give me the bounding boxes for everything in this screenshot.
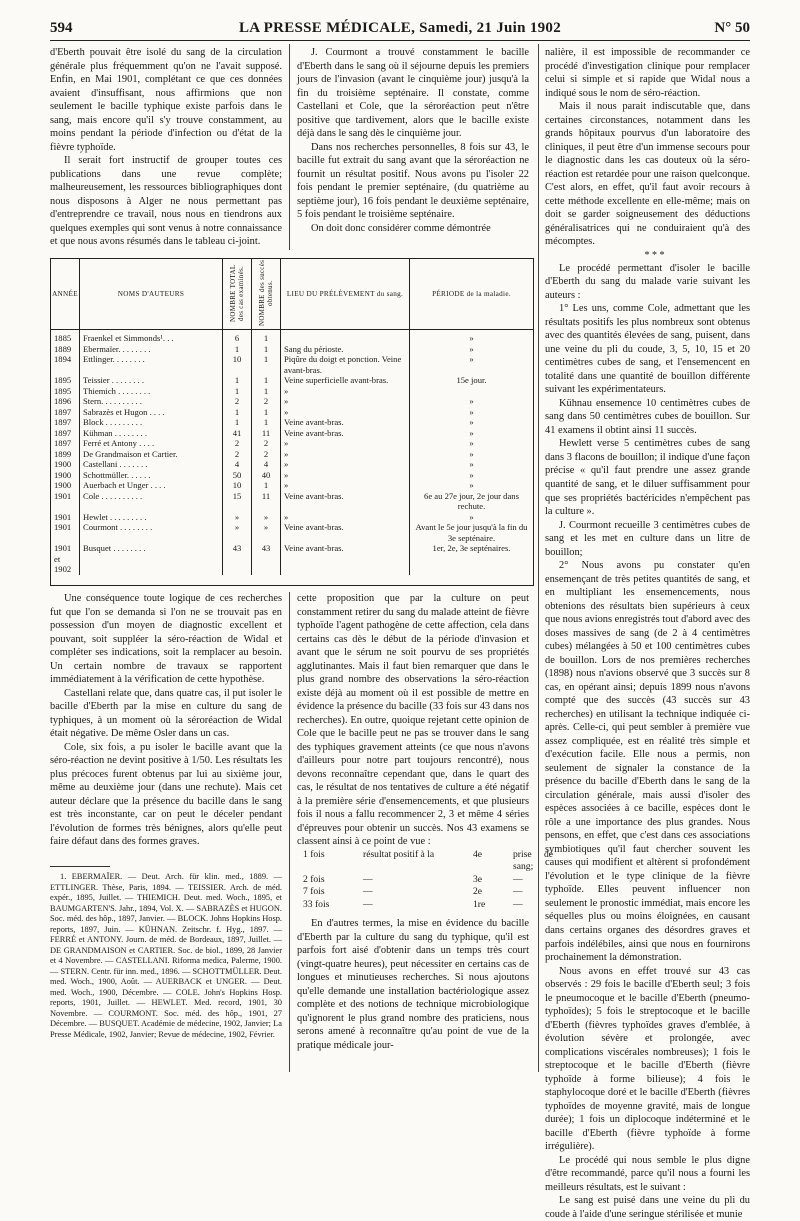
cell-year: 1901 <box>51 522 80 543</box>
paragraph: nalière, il est impossible de recommander ce procédé d'investigation clinique pour remplacer celui si simple et si rapide que Widal nous a indiqué sous le nom de séro-réaction. <box>545 47 750 99</box>
cell-site <box>281 330 410 344</box>
results-list <box>303 848 553 911</box>
table-row <box>51 396 533 407</box>
cell-period: 1er, 2e, 3e septénaires. <box>432 543 511 553</box>
table-row <box>51 354 533 375</box>
section-break: * * * <box>644 249 665 261</box>
cell-year: 1897 <box>51 438 80 449</box>
column-1-top <box>50 46 282 249</box>
cell-period: » <box>469 354 474 364</box>
page-number: 594 <box>50 20 73 36</box>
cell-success: 1 <box>252 480 281 491</box>
cell-author: Cole . . . . . . . . . . <box>80 491 223 512</box>
cell-period: » <box>469 438 474 448</box>
cell-site: Veine avant-bras. <box>281 428 410 439</box>
cell-success: 2 <box>252 396 281 407</box>
cell-author: Thiemich . . . . . . . . <box>80 386 223 397</box>
cell-year: 1900 <box>51 480 80 491</box>
cell-success: 1 <box>252 386 281 397</box>
cell-year: 1901 <box>51 512 80 523</box>
paragraph: Il serait fort instructif de grouper toutes ces publications dans une revue complète; malheureusement, les ressources bibliographiques dont nous disposons à Alger ne nous permettant pas d'entreprendre ce travail, nous nous en tiendrons aux quelques exemples qui sont venus à notre connaissance et que nous avons résumés dans le tableau ci-joint. <box>50 155 282 248</box>
cell-period: » <box>469 427 474 438</box>
footnote-rule <box>50 866 110 867</box>
cell-total: 1 <box>223 407 252 418</box>
result-n: 2e <box>473 886 483 898</box>
result-label: — <box>363 873 373 885</box>
cell-author: Stern. . . . . . . . . . <box>80 396 223 407</box>
issue-number: N° 50 <box>714 20 750 36</box>
cell-total: 6 <box>223 330 252 344</box>
cell-site: Sang du périoste. <box>281 344 410 355</box>
cell-total: 4 <box>223 459 252 470</box>
cell-success: 1 <box>252 417 281 428</box>
paragraph: 1° Les uns, comme Cole, admettant que les résultats positifs les plus nombreux sont obtenus avec des quantités élevées de sang, puisent, dans une veine du pli du coude, 3, 5, 10, 15 et 20 centimètres cubes de sang, et l'ensemencent en totalité dans une quantité de bouillon différente suivant les expérimentateurs. <box>545 303 750 396</box>
result-tail: prise de sang; <box>513 848 553 873</box>
paragraph: Kühnau ensemence 10 centimètres cubes de sang dans 50 centimètres cubes de bouillon. Sur 41 examens il obtint ainsi 11 succès. <box>545 397 750 436</box>
paragraph: Le procédé permettant d'isoler le bacille d'Eberth du sang du malade varie suivant les auteurs : <box>545 262 750 301</box>
result-count: 1 fois <box>303 848 325 860</box>
cell-year: 1896 <box>51 396 80 407</box>
result-row <box>303 899 529 911</box>
cell-success: 43 <box>252 543 281 575</box>
paragraph: En d'autres termes, la mise en évidence du bacille d'Eberth par la culture du sang du typhique, qu'il est parfois fort aisé d'obtenir dans un temps très court (vingt-quatre heures), peut nécessiter en certains cas de longues et minutieuses recherches. Si nous ajoutons qu'elle demande une installation bactériologique assez complète et des notions de technique microbiologique qu'ignorent le plus grand nombre des praticiens, nous serons amené à reconnaître qu'au point de vue de la pratique médicale jour- <box>297 918 529 1051</box>
cell-success: 2 <box>252 449 281 460</box>
cell-site: Piqûre du doigt et ponction. Veine avant-bras. <box>281 354 410 375</box>
cell-author: Courmont . . . . . . . . <box>80 522 223 543</box>
journal-name: LA PRESSE MÉDICALE <box>238 20 412 36</box>
cell-period: » <box>469 511 474 522</box>
cell-year: 1889 <box>51 344 80 355</box>
journal-title <box>50 20 750 37</box>
cell-success: 11 <box>252 491 281 512</box>
result-tail: — <box>513 898 523 910</box>
cell-site: » <box>281 438 410 449</box>
paragraph: Dans nos recherches personnelles, 8 fois sur 43, le bacille fut extrait du sang avant que la séroréaction ne fournit un résultat positif. Nous avons pu l'isoler 22 fois pendant le premier septénaire, (du quatrième au septième jour), 16 fois pendant le deuxième septénaire, 5 fois pendant le troisième septénaire. <box>297 141 529 221</box>
paragraph: cette proposition que par la culture on peut constamment retirer du sang du malade atteint de fièvre typhoïde l'agent pathogène de cette affection, cela dans certains cas dès le début de la période d'invasion et avant que le sérum ne soit pourvu de ses propriétés agglutinantes. Mais il faut bien remarquer que dans le plus grand nombre des observations la séro-réaction existe déjà au moment où il est possible de mettre en évidence la présence du bacille (33 fois sur 43 dans nos recherches). En outre, quoique rejetant cette opinion de Cole que le bacille peut ne pas se trouver dans le sang des typhiques gravement atteints (ce que nous n'avons d'ailleurs pour notre part toujours rencontré), nous devons reconnaître cependant que, dans le quart des cas, le résultat de nos tentatives de culture a été négatif à la première série d'ensemencements, et que plusieurs fois il nous a fallu recommencer 2, 3 et même 4 séries d'épreuves pour obtenir un succès. Nos 43 examens se classent ainsi à ce point de vue : <box>297 593 529 848</box>
table-row <box>51 330 533 344</box>
column-2-top <box>297 46 529 235</box>
cell-period: » <box>469 448 474 459</box>
cell-total: 50 <box>223 470 252 481</box>
cell-site: » <box>281 386 410 397</box>
cell-year: 1897 <box>51 428 80 439</box>
table-row <box>51 428 533 439</box>
paragraph: J. Courmont a trouvé constamment le bacille d'Eberth dans le sang où il séjourne depuis les premiers jours de l'invasion (avant le cinquième jour) jusqu'à la fin du troisième septénaire. Il constate, comme Castellani et Cole, que la séroréaction peut n'être positive que tardivement, alors que le bacille existe déjà dans le sang dès le cinquième jour. <box>297 47 529 140</box>
table-row <box>51 470 533 481</box>
cell-success: 1 <box>252 344 281 355</box>
cell-year: 1900 <box>51 470 80 481</box>
table-row <box>51 522 533 543</box>
result-row <box>303 874 529 886</box>
paragraph: On doit donc considérer comme démontrée <box>311 222 491 234</box>
paragraph: d'Eberth pouvait être isolé du sang de la circulation générale plus fréquemment qu'on ne l'avait supposé. Enfin, en Mai 1901, complétant ce que ces données avaient d'insuffisant, nous affirmions que non seulement le bacille typhique existe parfois dans le sang, mais encore qu'il s'y trouve constamment, au moins pendant la période d'infection ou d'état de la fièvre typhoïde. <box>50 47 282 153</box>
cell-period: » <box>469 469 474 480</box>
column-divider <box>289 44 290 250</box>
table-row <box>51 375 533 386</box>
cell-success: » <box>252 522 281 543</box>
cell-year: 1901 et 1902 <box>51 543 80 575</box>
cell-author: Ferré et Antony . . . . <box>80 438 223 449</box>
header-success: NOMBRE des succès obtenus. <box>252 259 281 330</box>
footnotes <box>50 872 282 1040</box>
header-rule <box>50 40 750 41</box>
paragraph: 2° Nous avons pu constater qu'en ensemençant de très petites quantités de sang, et en multipliant les ensemencements, nous obtenions des résultats bien supérieurs à ceux que nous avions enregistrés tout d'abord avec des doses massives de sang (de 2 à 4 centimètres cubes) mélangées à 50 et 100 centimètres cubes de bouillon. Lors de nos premières recherches (1898) nous n'avions observé que 3 succès sur 8 cas, en opérant ainsi; depuis 1899 nous n'avons compté que des succès (43 succès sur 43 recherches) en utilisant la technique indiquée ci-après. Celle-ci, qui peut sembler à première vue assez compliquée, est en réalité très simple et d'exécution facile. Elle nous a permis, non seulement de signaler la constance de la présence du bacille d'Eberth dans le sang de la circulation générale, mais aussi d'isoler des espèces associées à ce bacille, espèces dont le rôle a une importance des plus grandes. Nous pensons, en effet, que c'est dans ces associations symbiotiques qu'il faut chercher souvent les causes qui modifient et altèrent si profondément l'évolution et le type clinique de la fièvre typhoïde. Elles peuvent influencer non seulement le pronostic immédiat, mais encore les séquelles plus ou moins éloignées, en causant dans certains organes des désordres graves et parfois indélébiles, ainsi que nous en fournirons prochainement la démonstration. <box>545 560 750 964</box>
cell-period: » <box>469 343 474 354</box>
result-count: 33 fois <box>303 898 330 910</box>
cell-author: De Grandmaison et Cartier. <box>80 449 223 460</box>
header-year: ANNÉE <box>51 259 80 330</box>
cell-site: Veine superficielle avant-bras. <box>281 375 410 386</box>
table-row <box>51 480 533 491</box>
cell-year: 1899 <box>51 449 80 460</box>
cell-total: » <box>223 512 252 523</box>
result-n: 4e <box>473 848 483 860</box>
column-3 <box>545 46 750 1221</box>
cell-period: » <box>469 333 474 343</box>
table-row <box>51 449 533 460</box>
cell-total: 2 <box>223 438 252 449</box>
cell-period: » <box>469 396 474 406</box>
table-row <box>51 417 533 428</box>
cell-author: Auerbach et Unger . . . . <box>80 480 223 491</box>
cell-period: Avant le 5e jour jusqu'à la fin du 3e septénaire. <box>415 522 528 543</box>
cell-total: 1 <box>223 344 252 355</box>
cell-author: Teissier . . . . . . . . <box>80 375 223 386</box>
cell-total: 43 <box>223 543 252 575</box>
result-n: 1re <box>473 898 486 910</box>
cell-period: » <box>469 459 474 469</box>
table-row <box>51 512 533 523</box>
table-row <box>51 543 533 575</box>
result-row <box>303 848 553 874</box>
result-label: — <box>363 898 373 910</box>
table-row <box>51 344 533 355</box>
cell-success: 11 <box>252 428 281 439</box>
result-tail: — <box>513 886 523 898</box>
cell-site: » <box>281 512 410 523</box>
paragraph: Hewlett verse 5 centimètres cubes de sang dans 3 flacons de bouillon; il indique d'une façon précise « qu'il faut prendre une assez grande quantité de sang, et le diluer suffisamment pour que ses propriétés bactéricides n'empêchent pas la culture ». <box>545 438 750 518</box>
table-body <box>51 330 533 575</box>
paragraph: Nous avons en effet trouvé sur 43 cas observés : 29 fois le bacille d'Eberth seul; 3 fois le pneumocoque et le bacille d'Eberth (pneumo-typhoïdes); 5 fois le streptocoque et le bacille d'Eberth (fièvres typhoïdes graves d'emblée, à évolution sévère et prolongée, avec complications viscérales nombreuses); 1 fois le streptocoque et le bacille d'Eberth (fièvre typhoïde à forme bilieuse); 4 fois le staphylocoque doré et le bacille d'Eberth (fièvres typhoïdes de moyenne gravité, mais de longue durée); 1 fois un diplocoque indéterminé et le bacille d'Eberth (fièvre typhoïde à forme irrégulière). <box>545 965 750 1153</box>
cell-period <box>410 386 534 397</box>
cell-total: 1 <box>223 386 252 397</box>
table-row <box>51 459 533 470</box>
header-total: NOMBRE TOTAL des cas examinés. <box>223 259 252 330</box>
cell-author: Block . . . . . . . . . <box>80 417 223 428</box>
cell-success: 1 <box>252 354 281 375</box>
cell-author: Ebermaïer. . . . . . . . <box>80 344 223 355</box>
cell-site: Veine avant-bras. <box>281 522 410 543</box>
cell-total: 10 <box>223 354 252 375</box>
paragraph: Le sang est puisé dans une veine du pli du coude à l'aide d'une seringue stérilisée et munie <box>545 1195 750 1220</box>
authors-table <box>50 258 534 586</box>
paragraph: Une conséquence toute logique de ces recherches fut que l'on se demanda si l'on ne se trouvait pas en possession d'un moyen de diagnostic excellent et pouvant, soit suppléer la séro-réaction de Widal et compléter ses indications, soit la remplacer au besoin. Un certain nombre de travaux se rapportent immédiatement à la vérification de cette hypothèse. <box>50 593 282 686</box>
cell-year: 1895 <box>51 375 80 386</box>
result-count: 7 fois <box>303 886 325 898</box>
paragraph: J. Courmont recueille 3 centimètres cubes de sang et les met en culture dans un litre de bouillon; <box>545 519 750 558</box>
result-n: 3e <box>473 873 483 885</box>
cell-year: 1885 <box>51 330 80 344</box>
cell-author: Busquet . . . . . . . . <box>80 543 223 575</box>
cell-period: » <box>469 480 474 490</box>
cell-success: 1 <box>252 407 281 418</box>
paragraph: Mais il nous parait indiscutable que, dans certaines circonstances, notamment dans les grands hôpitaux pourvus d'un laboratoire des cliniques, il peut être d'un immense secours pour le diagnostic dans les cas douteux où la séro-réaction est retardée pour une raison quelconque. C'est alors, en effet, qu'il faut avoir recours à cette méthode excellente en elle-même; mais on doit se garder soigneusement des déductions généralisatrices qui ne conduiraient qu'à des mécomptes. <box>545 101 750 248</box>
cell-site: » <box>281 407 410 418</box>
cell-year: 1900 <box>51 459 80 470</box>
cell-author: Kühman . . . . . . . . <box>80 428 223 439</box>
cell-total: » <box>223 522 252 543</box>
cell-success: 40 <box>252 470 281 481</box>
result-tail: — <box>513 873 523 885</box>
table-row <box>51 407 533 418</box>
paragraph: Cole, six fois, a pu isoler le bacille avant que la séro-réaction ne devint positive à 1/50. Les résultats les plus précoces furent obtenus par lui au sixième jour, même au deuxième jour (dans une rechute). Mais cet auteur déclare que la présence du bacille dans le sang est très inconstante, car on peut le déceler pendant l'évolution de formes très bénignes, alors qu'elle peut faire défaut dans des formes graves. <box>50 741 282 848</box>
paragraph: Castellani relate que, dans quatre cas, il put isoler le bacille d'Eberth par la mise en culture du sang de typhiques, à un moment où la séroréaction de Widal était négative. De même Osler dans un cas. <box>50 687 282 740</box>
table-row <box>51 386 533 397</box>
cell-author: Hewlet . . . . . . . . . <box>80 512 223 523</box>
header-period: PÉRIODE de la maladie. <box>410 259 534 330</box>
cell-period: 6e au 27e jour, 2e jour dans rechute. <box>424 490 519 511</box>
column-1-bottom <box>50 592 282 849</box>
cell-total: 41 <box>223 428 252 439</box>
cell-site: Veine avant-bras. <box>281 491 410 512</box>
cell-site: » <box>281 459 410 470</box>
result-row <box>303 886 529 898</box>
cell-success: » <box>252 512 281 523</box>
issue-date: , Samedi, 21 Juin 1902 <box>411 20 562 36</box>
cell-author: Fraenkel et Simmonds¹. . . <box>80 330 223 344</box>
cell-site: Veine avant-bras. <box>281 543 410 575</box>
cell-author: Schottmüller. . . . . . <box>80 470 223 481</box>
table-row <box>51 491 533 512</box>
cell-period: 15e jour. <box>456 375 487 385</box>
cell-site: » <box>281 470 410 481</box>
header-authors: NOMS D'AUTEURS <box>80 259 223 330</box>
cell-author: Ettlinger. . . . . . . . <box>80 354 223 375</box>
column-2-bottom <box>297 592 553 1052</box>
page-header <box>50 20 750 38</box>
cell-total: 2 <box>223 396 252 407</box>
cell-site: » <box>281 396 410 407</box>
cell-total: 1 <box>223 375 252 386</box>
cell-success: 4 <box>252 459 281 470</box>
table-row <box>51 438 533 449</box>
column-divider <box>289 592 290 1072</box>
cell-author: Sabrazès et Hugon . . . . <box>80 407 223 418</box>
cell-year: 1901 <box>51 491 80 512</box>
cell-year: 1897 <box>51 407 80 418</box>
result-label: — <box>363 886 373 898</box>
cell-year: 1894 <box>51 354 80 375</box>
cell-success: 1 <box>252 330 281 344</box>
footnote-text: 1. EBERMAÏER. — Deut. Arch. für klin. med., 1889. — ETTLINGER. Thèse, Paris, 1894. — TEISSIER. Arch. de méd. expér., 1895, Juillet. — THIEMICH. Deut. med. Woch., 1895, et BAUMGARTEN'S. Jahr., 1894, Vol. X. — SABRAZÈS et HUGON. Soc. méd. des hôp., 1897, Janvier. — BLOCK. Johns Hopkins Hosp. reports, 1897, Juin. — KÜHNAN. Zeitschr. f. Hyg., 1897. — FERRÉ et ANTONY. Journ. de méd. de Bordeaux, 1897, Juillet. — DE GRANDMAISON et CARTIER. Soc. de biol., 1899, 28 Janvier et 4 Novembre. — CASTELLANI. Riforma medica, Palerme, 1900. — STERN. Centr. für inn. med., 1896. — SCHOTTMÜLLER. Deut. med. Woch., 1900, Août. — AUERBACK et UNGER. — Deut. med. Woch., 1900, Décembre. — COLE. John's Hopkins Hosp. reports, 1901, Juillet. — HEWLET. Med. record, 1901, 30 Novembre. — COURMONT. Soc. méd. des hôp., 1901, 27 Décembre. — BUSQUET. Académie de médecine, 1902, Janvier; La Presse Médicale, 1902, Janvier; Revue de médecine, 1902, Février. <box>50 872 282 1039</box>
header-site: LIEU DU PRÉLÈVEMENT du sang. <box>281 259 410 330</box>
cell-total: 10 <box>223 480 252 491</box>
cell-period: » <box>469 406 474 417</box>
cell-site: Veine avant-bras. <box>281 417 410 428</box>
result-label: résultat positif à la <box>363 848 435 860</box>
cell-success: 2 <box>252 438 281 449</box>
cell-total: 1 <box>223 417 252 428</box>
cell-year: 1895 <box>51 386 80 397</box>
cell-total: 15 <box>223 491 252 512</box>
cell-year: 1897 <box>51 417 80 428</box>
cell-success: 1 <box>252 375 281 386</box>
cell-site: » <box>281 449 410 460</box>
cell-author: Castellani . . . . . . . <box>80 459 223 470</box>
result-count: 2 fois <box>303 873 325 885</box>
cell-total: 2 <box>223 449 252 460</box>
paragraph: Le procédé qui nous semble le plus digne d'être recommandé, parce qu'il nous a fourni les meilleurs résultats, est le suivant : <box>545 1154 750 1193</box>
cell-site: » <box>281 480 410 491</box>
column-divider <box>538 44 539 1072</box>
cell-period: » <box>469 417 474 427</box>
